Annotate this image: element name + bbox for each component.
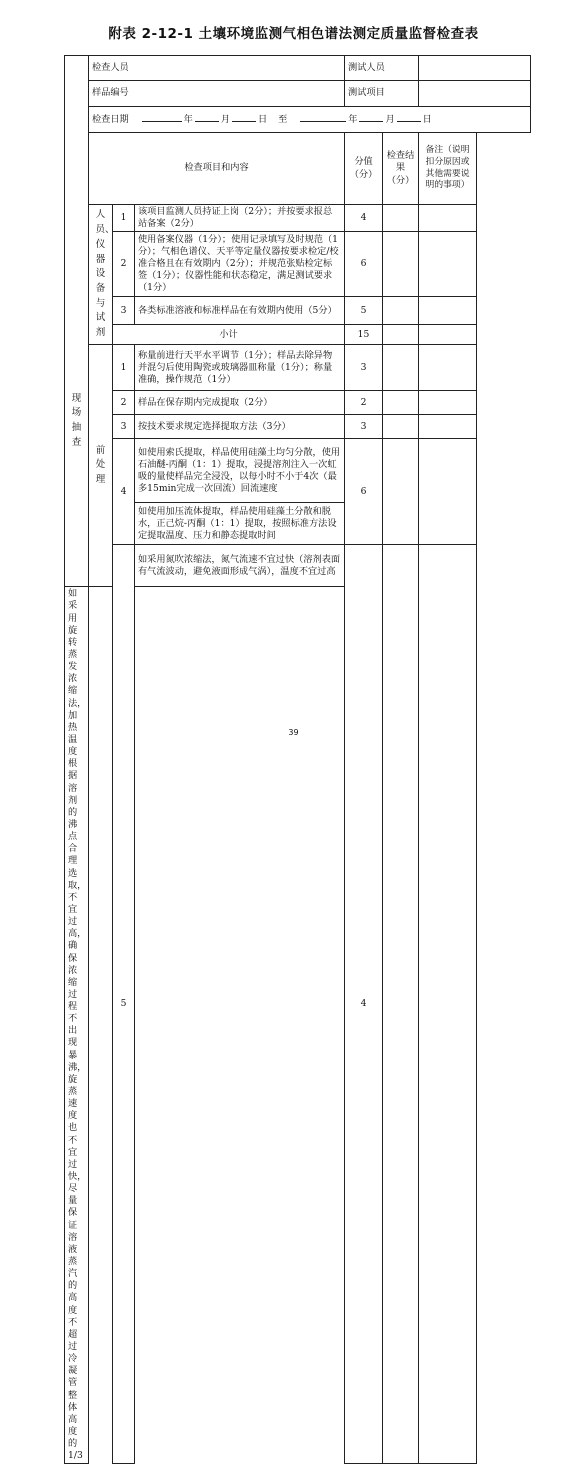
col-score-header: 分值（分） <box>345 133 383 205</box>
row-result[interactable] <box>383 439 419 545</box>
row-no: 2 <box>113 391 135 415</box>
row-content: 各类标准溶液和标准样品在有效期内使用（5分） <box>135 297 345 325</box>
row-no: 2 <box>113 232 135 297</box>
row-result[interactable] <box>383 232 419 297</box>
date-day-2: 日 <box>422 114 432 126</box>
row-content: 如使用加压流体提取，样品使用硅藻土分散和脱水，正己烷-丙酮（1：1）提取，按照标准方法设定提取温度、压力和静态提取时间 <box>135 503 345 545</box>
row-score: 6 <box>345 439 383 545</box>
row-content: 该项目监测人员持证上岗（2分）；并按要求报总站备案（2分） <box>135 205 345 232</box>
row-content: 如采用旋转蒸发浓缩法，加热温度根据溶剂的沸点合理选取，不宜过高，确保浓缩过程不出现暴沸，旋蒸速度也不宜过快，尽量保证溶液蒸汽的高度不超过冷凝管整体高度的1/3 <box>65 587 89 1464</box>
row-remark[interactable] <box>419 391 477 415</box>
inspector-label: 检查人员 <box>89 56 345 81</box>
row-content: 使用备案仪器（1分）；使用记录填写及时规范（1分）；气相色谱仪、天平等定量仪器按要求检定/校准合格且在有效期内（2分）；并规范张贴检定标签（1分）；仪器性能和状态稳定，满足测试要求（1分） <box>135 232 345 297</box>
tester-label: 测试人员 <box>345 56 419 81</box>
row-remark[interactable] <box>419 205 477 232</box>
row-score: 4 <box>345 205 383 232</box>
row-result[interactable] <box>383 297 419 325</box>
row-score: 5 <box>345 297 383 325</box>
section-main-text: 现场抽查 <box>71 392 82 448</box>
row-no: 3 <box>113 415 135 439</box>
subtotal-score: 15 <box>345 325 383 345</box>
row-remark[interactable] <box>419 415 477 439</box>
test-item-value[interactable] <box>419 81 531 107</box>
sample-no-label: 样品编号 <box>89 81 345 107</box>
date-month-2: 月 <box>385 114 395 126</box>
row-remark[interactable] <box>419 232 477 297</box>
row-remark[interactable] <box>419 545 477 1464</box>
tester-value[interactable] <box>419 56 531 81</box>
date-month-1: 月 <box>220 114 231 126</box>
page-number: 39 <box>288 728 299 737</box>
row-no: 1 <box>113 345 135 391</box>
row-result[interactable] <box>383 415 419 439</box>
group-personnel-text: 人员、仪器设备与试剂 <box>95 209 115 339</box>
row-score: 4 <box>345 545 383 1464</box>
row-content: 称量前进行天平水平调节（1分）；样品去除异物并混匀后使用陶瓷或玻璃器皿称量（1分）；称量准确，操作规范（1分） <box>135 345 345 391</box>
group-personnel-label <box>89 205 113 345</box>
group-pretreatment-text: 前处理 <box>95 444 106 486</box>
row-score: 2 <box>345 391 383 415</box>
row-no: 1 <box>113 205 135 232</box>
section-main-label <box>68 392 85 451</box>
row-no: 4 <box>113 439 135 545</box>
row-result[interactable] <box>383 345 419 391</box>
row-remark[interactable] <box>419 297 477 325</box>
group-pretreatment-label <box>89 345 113 587</box>
col-content-header: 检查项目和内容 <box>89 133 345 205</box>
row-result[interactable] <box>383 391 419 415</box>
row-score: 6 <box>345 232 383 297</box>
row-no: 3 <box>113 297 135 325</box>
inspection-table <box>64 55 531 1464</box>
row-remark[interactable] <box>419 439 477 545</box>
test-item-label: 测试项目 <box>345 81 419 107</box>
subtotal-result[interactable] <box>383 325 419 345</box>
subtotal-remark[interactable] <box>419 325 477 345</box>
date-label: 检查日期 <box>92 114 129 126</box>
row-result[interactable] <box>383 545 419 1464</box>
row-result[interactable] <box>383 205 419 232</box>
col-remark-header: 备注（说明扣分原因或其他需要说明的事项） <box>419 133 477 205</box>
row-no: 5 <box>113 545 135 1464</box>
date-year-1: 年 <box>183 114 193 126</box>
row-remark[interactable] <box>419 345 477 391</box>
row-content: 按技术要求规定选择提取方法（3分） <box>135 415 345 439</box>
row-content: 如采用氮吹浓缩法，氮气流速不宜过快（溶剂表面有气流波动，避免液面形成气涡），温度不宜过高 <box>135 545 345 587</box>
date-year-2: 年 <box>348 114 358 126</box>
col-result-header: 检查结果（分） <box>383 133 419 205</box>
row-content: 样品在保存期内完成提取（2分） <box>135 391 345 415</box>
inspection-date-row[interactable] <box>89 107 531 133</box>
subtotal-label: 小计 <box>113 325 345 345</box>
outer-left-column <box>65 56 89 587</box>
date-day-1: 日 <box>258 114 268 126</box>
page-title: 附表 2-12-1 土壤环境监测气相色谱法测定质量监督检查表 <box>108 26 479 42</box>
row-content: 如使用索氏提取，样品使用硅藻土均匀分散，使用石油醚-丙酮（1：1）提取，浸提溶剂注入一次虹吸的量使样品完全浸没，以每小时不小于4次（最多15min完成一次回流）回流速度 <box>135 439 345 503</box>
row-score: 3 <box>345 345 383 391</box>
row-score: 3 <box>345 415 383 439</box>
date-to: 至 <box>278 114 288 126</box>
